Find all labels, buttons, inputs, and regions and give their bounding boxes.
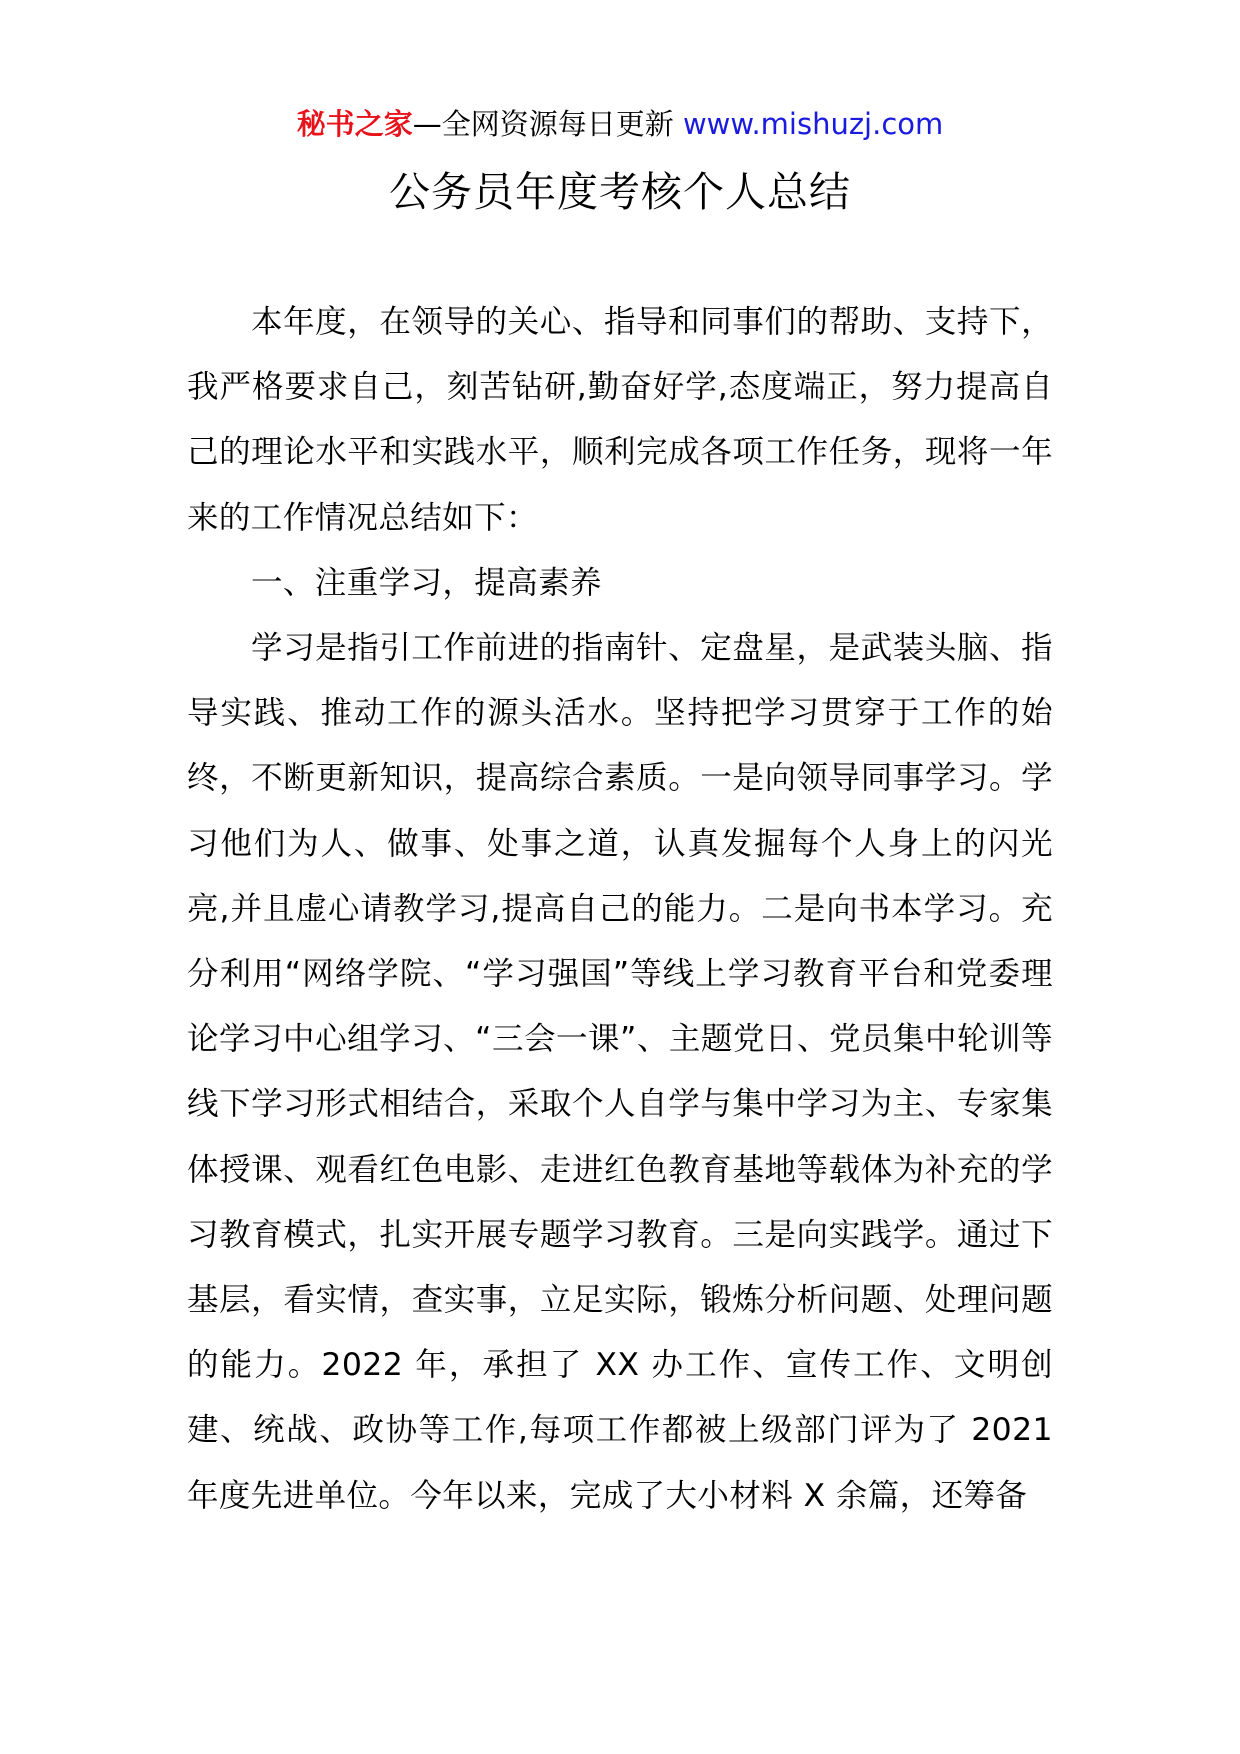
site-url-link[interactable]: www.mishuzj.com	[682, 107, 944, 141]
brand-name: 秘书之家	[296, 107, 413, 141]
document-body	[187, 290, 1053, 1529]
document-title: 公务员年度考核个人总结	[389, 168, 851, 216]
banner-slogan: 全网资源每日更新	[441, 107, 674, 141]
banner-dash: —	[412, 107, 442, 141]
section-heading-1: 一、注重学习，提高素养	[251, 564, 602, 601]
intro-paragraph: 本年度，在领导的关心、指导和同事们的帮助、支持下，我严格要求自己，刻苦钻研,勤奋好学,态度端正，努力提高自己的理论水平和实践水平，顺利完成各项工作任务，现将一年来的工作情况总结如下：	[187, 304, 1053, 536]
site-banner	[0, 100, 1240, 148]
section-paragraph-1: 学习是指引工作前进的指南针、定盘星，是武装头脑、指导实践、推动工作的源头活水。坚持把学习贯穿于工作的始终，不断更新知识，提高综合素质。一是向领导同事学习。学习他们为人、做事、处事之道，认真发掘每个人身上的闪光亮,并且虚心请教学习,提高自己的能力。二是向书本学习。充分利用“网络学院、“学习强国”等线上学习教育平台和党委理论学习中心组学习、“三会一课”、主题党日、党员集中轮训等线下学习形式相结合，采取个人自学与集中学习为主、专家集体授课、观看红色电影、走进红色教育基地等载体为补充的学习教育模式，扎实开展专题学习教育。三是向实践学。通过下基层，看实情，查实事，立足实际，锻炼分析问题、处理问题的能力。2022 年，承担了 XX 办工作、宣传工作、文明创建、统战、政协等工作,每项工作都被上级部门评为了 2021 年度先进单位。今年以来，完成了大小材料 X 余篇，还筹备	[187, 630, 1053, 1514]
